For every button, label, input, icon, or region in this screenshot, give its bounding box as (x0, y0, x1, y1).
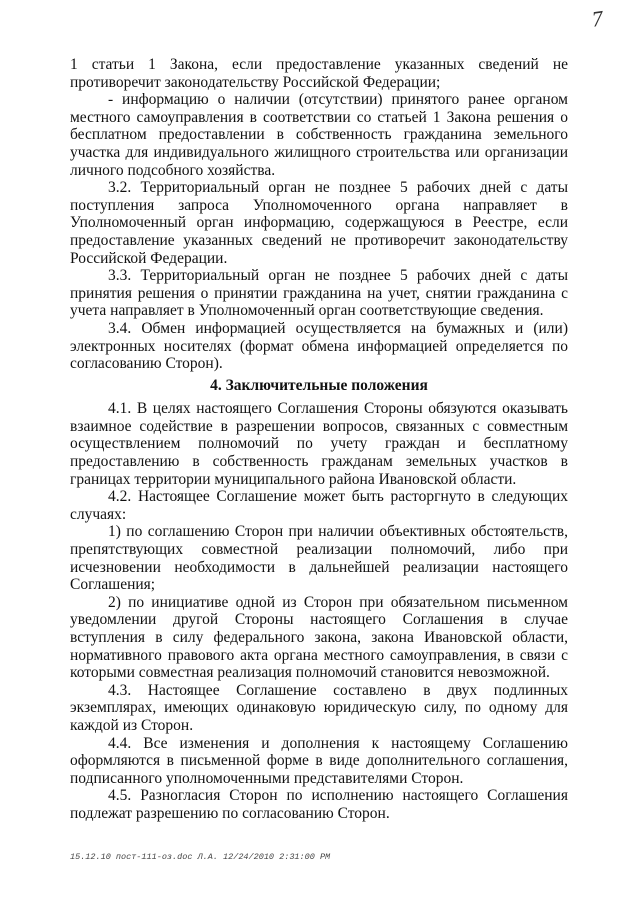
paragraph-4-5: 4.5. Разногласия Сторон по исполнению настоящего Соглашения подлежат разрешению по согласованию Сторон. (70, 787, 568, 822)
paragraph-3-4: 3.4. Обмен информацией осуществляется на бумажных и (или) электронных носителях (формат обмена информацией определяется по согласованию Сторон). (70, 319, 568, 373)
document-body (70, 56, 568, 823)
page-number: 7 (590, 5, 605, 32)
paragraph-4-2-item-1: 1) по соглашению Сторон при наличии объективных обстоятельств, препятствующих совместной реализации полномочий, либо при исчезновении необходимости в дальнейшей реализации настоящего Соглашения; (70, 523, 568, 594)
paragraph-4-3: 4.3. Настоящее Соглашение составлено в двух подлинных экземплярах, имеющих одинаковую юридическую силу, по одному для каждой из Сторон. (70, 681, 568, 734)
section-heading: 4. Заключительные положения (210, 376, 428, 394)
document-footer: 15.12.10 пост-111-оз.doc Л.А. 12/24/2010 2:31:00 PM (70, 852, 331, 862)
paragraph-3-3: 3.3. Территориальный орган не позднее 5 рабочих дней с даты принятия решения о принятии гражданина на учет, снятии гражданина с учета направляет в Уполномоченный орган соответствующие сведения. (70, 267, 568, 320)
paragraph-4-1: 4.1. В целях настоящего Соглашения Стороны обязуются оказывать взаимное содействие в разрешении вопросов, связанных с совместным осуществлением полномочий по учету граждан и бесплатному предоставлению в собственность гражданам земельных участков в границах территории муниципального района Ивановской области. (70, 400, 568, 488)
paragraph-3-2: 3.2. Территориальный орган не позднее 5 рабочих дней с даты поступления запроса Уполномоченного органа направляет в Уполномоченный орган информацию, содержащуюся в Реестре, если предоставление указанных сведений не противоречит законодательству Российской Федерации. (70, 179, 568, 267)
paragraph-4-4: 4.4. Все изменения и дополнения к настоящему Соглашению оформляются в письменной форме в виде дополнительного соглашения, подписанного уполномоченными представителями Сторон. (70, 734, 568, 787)
paragraph-4-2-item-2: 2) по инициативе одной из Сторон при обязательном письменном уведомлении другой Стороны настоящего Соглашения в случае вступления в силу федерального закона, закона Ивановской области, нормативного правового акта органа местного самоуправления, в связи с которыми совместная реализация полномочий становится невозможной. (70, 593, 568, 682)
paragraph-continuation: 1 статьи 1 Закона, если предоставление указанных сведений не противоречит законодательству Российской Федерации; (70, 56, 568, 91)
paragraph-info-item: - информацию о наличии (отсутствии) принятого ранее органом местного самоуправления в соответствии со статьей 1 Закона решения о бесплатном предоставлении в собственность гражданина земельного участка для индивидуального жилищного строительства или организации личного подсобного хозяйства. (70, 91, 568, 179)
paragraph-4-2: 4.2. Настоящее Соглашение может быть расторгнуто в следующих случаях: (70, 488, 568, 523)
